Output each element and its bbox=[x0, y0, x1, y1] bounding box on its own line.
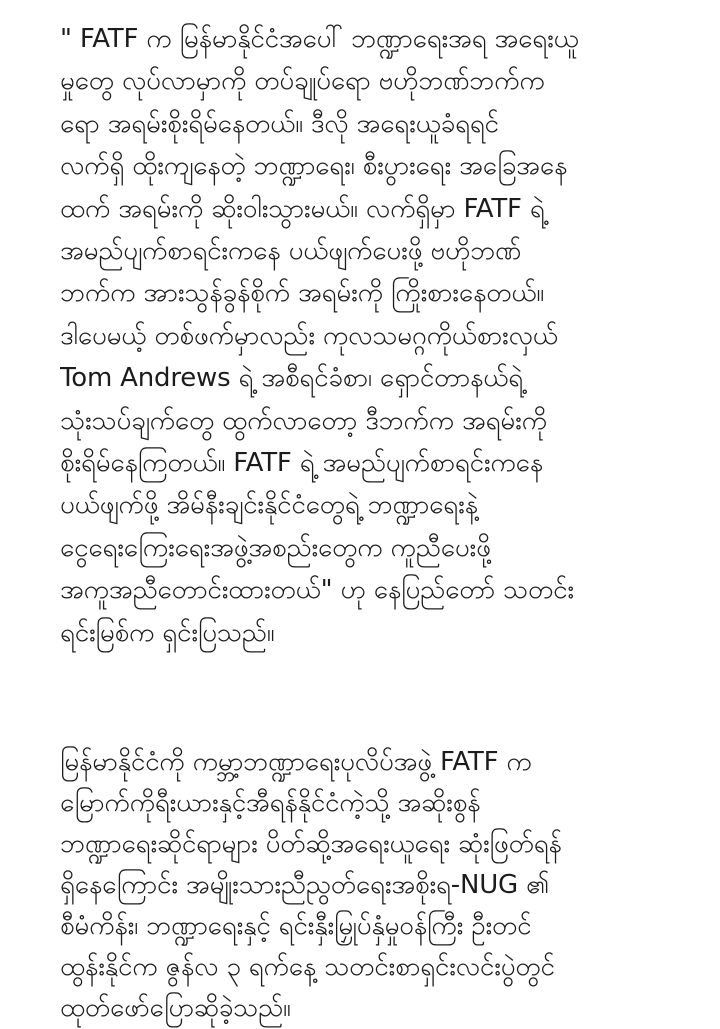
text-line: Tom Andrews ရဲ့ အစီရင်ခံစာ၊ ရှောင်တာနယ်ရဲ့ bbox=[60, 363, 523, 394]
text-line: မြန်မာနိုင်ငံကို ကမ္ဘာ့ဘဏ္ဍာရေးပုလိပ်အဖွဲ့ FATF က bbox=[60, 747, 532, 778]
text-line: ငွေရေးကြေးရေးအဖွဲ့အစည်းတွေက ကူညီပေးဖို့ bbox=[60, 532, 491, 563]
text-line: ထုတ်ဖော်ပြောဆိုခဲ့သည်။ bbox=[60, 993, 291, 1024]
text-line: ရော အရမ်းစိုးရိမ်နေတယ်။ ဒီလို အရေးယူခံရရင် bbox=[60, 108, 499, 139]
text-line: ရင်းမြစ်က ရှင်းပြသည်။ bbox=[60, 617, 275, 648]
text-line: အကူအညီတောင်းထားတယ်" ဟု နေပြည်တော် သတင်း bbox=[60, 575, 574, 606]
text-line: ဒါပေမယ့် တစ်ဖက်မှာလည်း ကုလသမဂ္ဂကိုယ်စားလှယ် bbox=[60, 320, 558, 351]
text-line: " FATF က မြန်မာနိုင်ငံအပေါ် ဘဏ္ဍာရေးအရ အရေးယူ bbox=[60, 24, 579, 54]
text-line: အမည်ပျက်စာရင်းကနေ ပယ်ဖျက်ပေးဖို့ ဗဟိုဘဏ် bbox=[60, 236, 522, 267]
text-line: မှုတွေ လုပ်လာမှာကို တပ်ချုပ်ရော ဗဟိုဘဏ်ဘက်က bbox=[60, 66, 545, 97]
text-line: လက်ရှိ ထိုးကျနေတဲ့ ဘဏ္ဍာရေး၊ စီးပွားရေး အခြေအနေ bbox=[60, 151, 568, 182]
text-line: မြောက်ကိုရီးယားနှင့်အီရန်နိုင်ငံကဲ့သို့ အဆိုးစွန် bbox=[60, 788, 481, 819]
text-line: သုံးသပ်ချက်တွေ ထွက်လာတော့ ဒီဘက်က အရမ်းကို bbox=[60, 405, 547, 436]
text-line: ထွန်းနိုင်က ဇွန်လ ၃ ရက်နေ့ သတင်းစာရှင်းလင်းပွဲတွင် bbox=[60, 952, 555, 983]
text-line: ထက် အရမ်းကို ဆိုးဝါးသွားမယ်။ လက်ရှိမှာ FATF ရဲ့ bbox=[60, 193, 545, 224]
text-line: စိုးရိမ်နေကြတယ်။ FATF ရဲ့ အမည်ပျက်စာရင်းကနေ bbox=[60, 448, 544, 479]
paragraph-quote bbox=[60, 18, 672, 654]
text-line: ပယ်ဖျက်ဖို့ အိမ်နီးချင်းနိုင်ငံတွေရဲ့ ဘဏ္ဍာရေးနဲ့ bbox=[60, 490, 478, 521]
article-body bbox=[60, 18, 672, 1029]
text-line: ဘဏ္ဍာရေးဆိုင်ရာများ ပိတ်ဆို့အရေးယူရေး ဆုံးဖြတ်ရန် bbox=[60, 829, 562, 860]
text-line: စီမံကိန်း၊ ဘဏ္ဍာရေးနှင့် ရင်းနှီးမြှုပ်နှံမှုဝန်ကြီး ဦးတင် bbox=[60, 911, 532, 942]
text-line: ဘက်က အားသွန်ခွန်စိုက် အရမ်းကို ကြိုးစားနေတယ်။ bbox=[60, 278, 545, 309]
paragraph-report bbox=[60, 742, 672, 1029]
text-line: ရှိနေကြောင်း အမျိုးသားညီညွတ်ရေးအစိုးရ-NUG ၏ bbox=[60, 870, 550, 901]
